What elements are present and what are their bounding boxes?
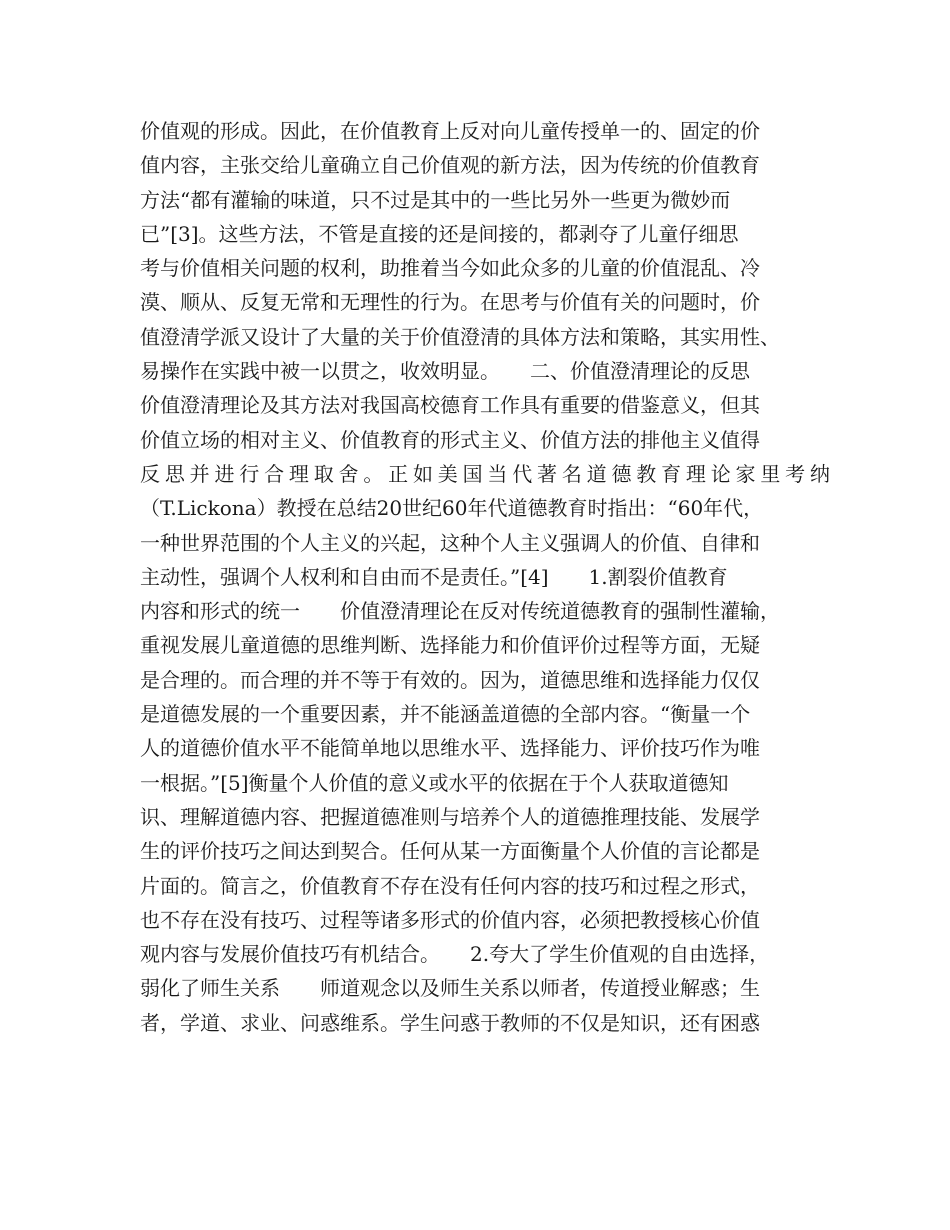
text-line: 重视发展儿童道德的思维判断、选择能力和价值评价过程等方面，无疑 — [140, 633, 760, 658]
text-line: 片面的。简言之，价值教育不存在没有任何内容的技巧和过程之形式， — [140, 873, 760, 898]
text-line: 者，学道、求业、问惑维系。学生问惑于教师的不仅是知识，还有困惑 — [140, 1010, 760, 1035]
text-line: 内容和形式的统一 价值澄清理论在反对传统道德教育的强制性灌输， — [140, 599, 780, 624]
text-line: 价值立场的相对主义、价值教育的形式主义、价值方法的排他主义值得 — [140, 427, 760, 452]
text-line: 主动性，强调个人权利和自由而不是责任。”[4] 1.割裂价值教育 — [140, 564, 728, 589]
text-line: 考与价值相关问题的权利，助推着当今如此众多的儿童的价值混乱、冷 — [140, 256, 760, 281]
text-line: 人的道德价值水平不能简单地以思维水平、选择能力、评价技巧作为唯 — [140, 736, 760, 761]
text-line: 生的评价技巧之间达到契合。任何从某一方面衡量个人价值的言论都是 — [140, 839, 760, 864]
text-line: 价值观的形成。因此，在价值教育上反对向儿童传授单一的、固定的价 — [140, 119, 760, 143]
text-line: 一根据。”[5]衡量个人价值的意义或水平的依据在于个人获取道德知 — [140, 770, 729, 795]
text-line: 值内容，主张交给儿童确立自己价值观的新方法，因为传统的价值教育 — [140, 153, 760, 178]
text-line: 易操作在实践中被一以贯之，收效明显。 二、价值澄清理论的反思 — [140, 359, 750, 384]
text-line: 弱化了师生关系 师道观念以及师生关系以师者，传道授业解惑；生 — [140, 976, 760, 1001]
text-line: 方法“都有灌输的味道，只不过是其中的一些比另外一些更为微妙而 — [140, 187, 731, 212]
text-line: 识、理解道德内容、把握道德准则与培养个人的道德推理技能、发展学 — [140, 804, 760, 829]
text-line: 一种世界范围的个人主义的兴起，这种个人主义强调人的价值、自律和 — [140, 530, 760, 555]
text-line: 已”[3]。这些方法，不管是直接的还是间接的，都剥夺了儿童仔细思 — [140, 221, 739, 246]
body-text — [140, 114, 830, 1040]
text-line: 是道德发展的一个重要因素，并不能涵盖道德的全部内容。“衡量一个 — [140, 702, 751, 727]
text-line: 是合理的。而合理的并不等于有效的。因为，道德思维和选择能力仅仅 — [140, 667, 760, 692]
text-line: （T.Lickona）教授在总结20世纪60年代道德教育时指出：“60年代， — [140, 496, 764, 521]
text-line: 价值澄清理论及其方法对我国高校德育工作具有重要的借鉴意义，但其 — [140, 393, 760, 418]
text-line: 值澄清学派又设计了大量的关于价值澄清的具体方法和策略，其实用性、 — [140, 324, 780, 349]
text-line: 观内容与发展价值技巧有机结合。 2.夸大了学生价值观的自由选择， — [140, 942, 770, 967]
text-line: 也不存在没有技巧、过程等诸多形式的价值内容，必须把教授核心价值 — [140, 907, 760, 932]
text-line: 漠、顺从、反复无常和无理性的行为。在思考与价值有关的问题时，价 — [140, 290, 760, 315]
text-line: 反思并进行合理取舍。正如美国当代著名道德教育理论家里考纳 — [140, 461, 830, 486]
